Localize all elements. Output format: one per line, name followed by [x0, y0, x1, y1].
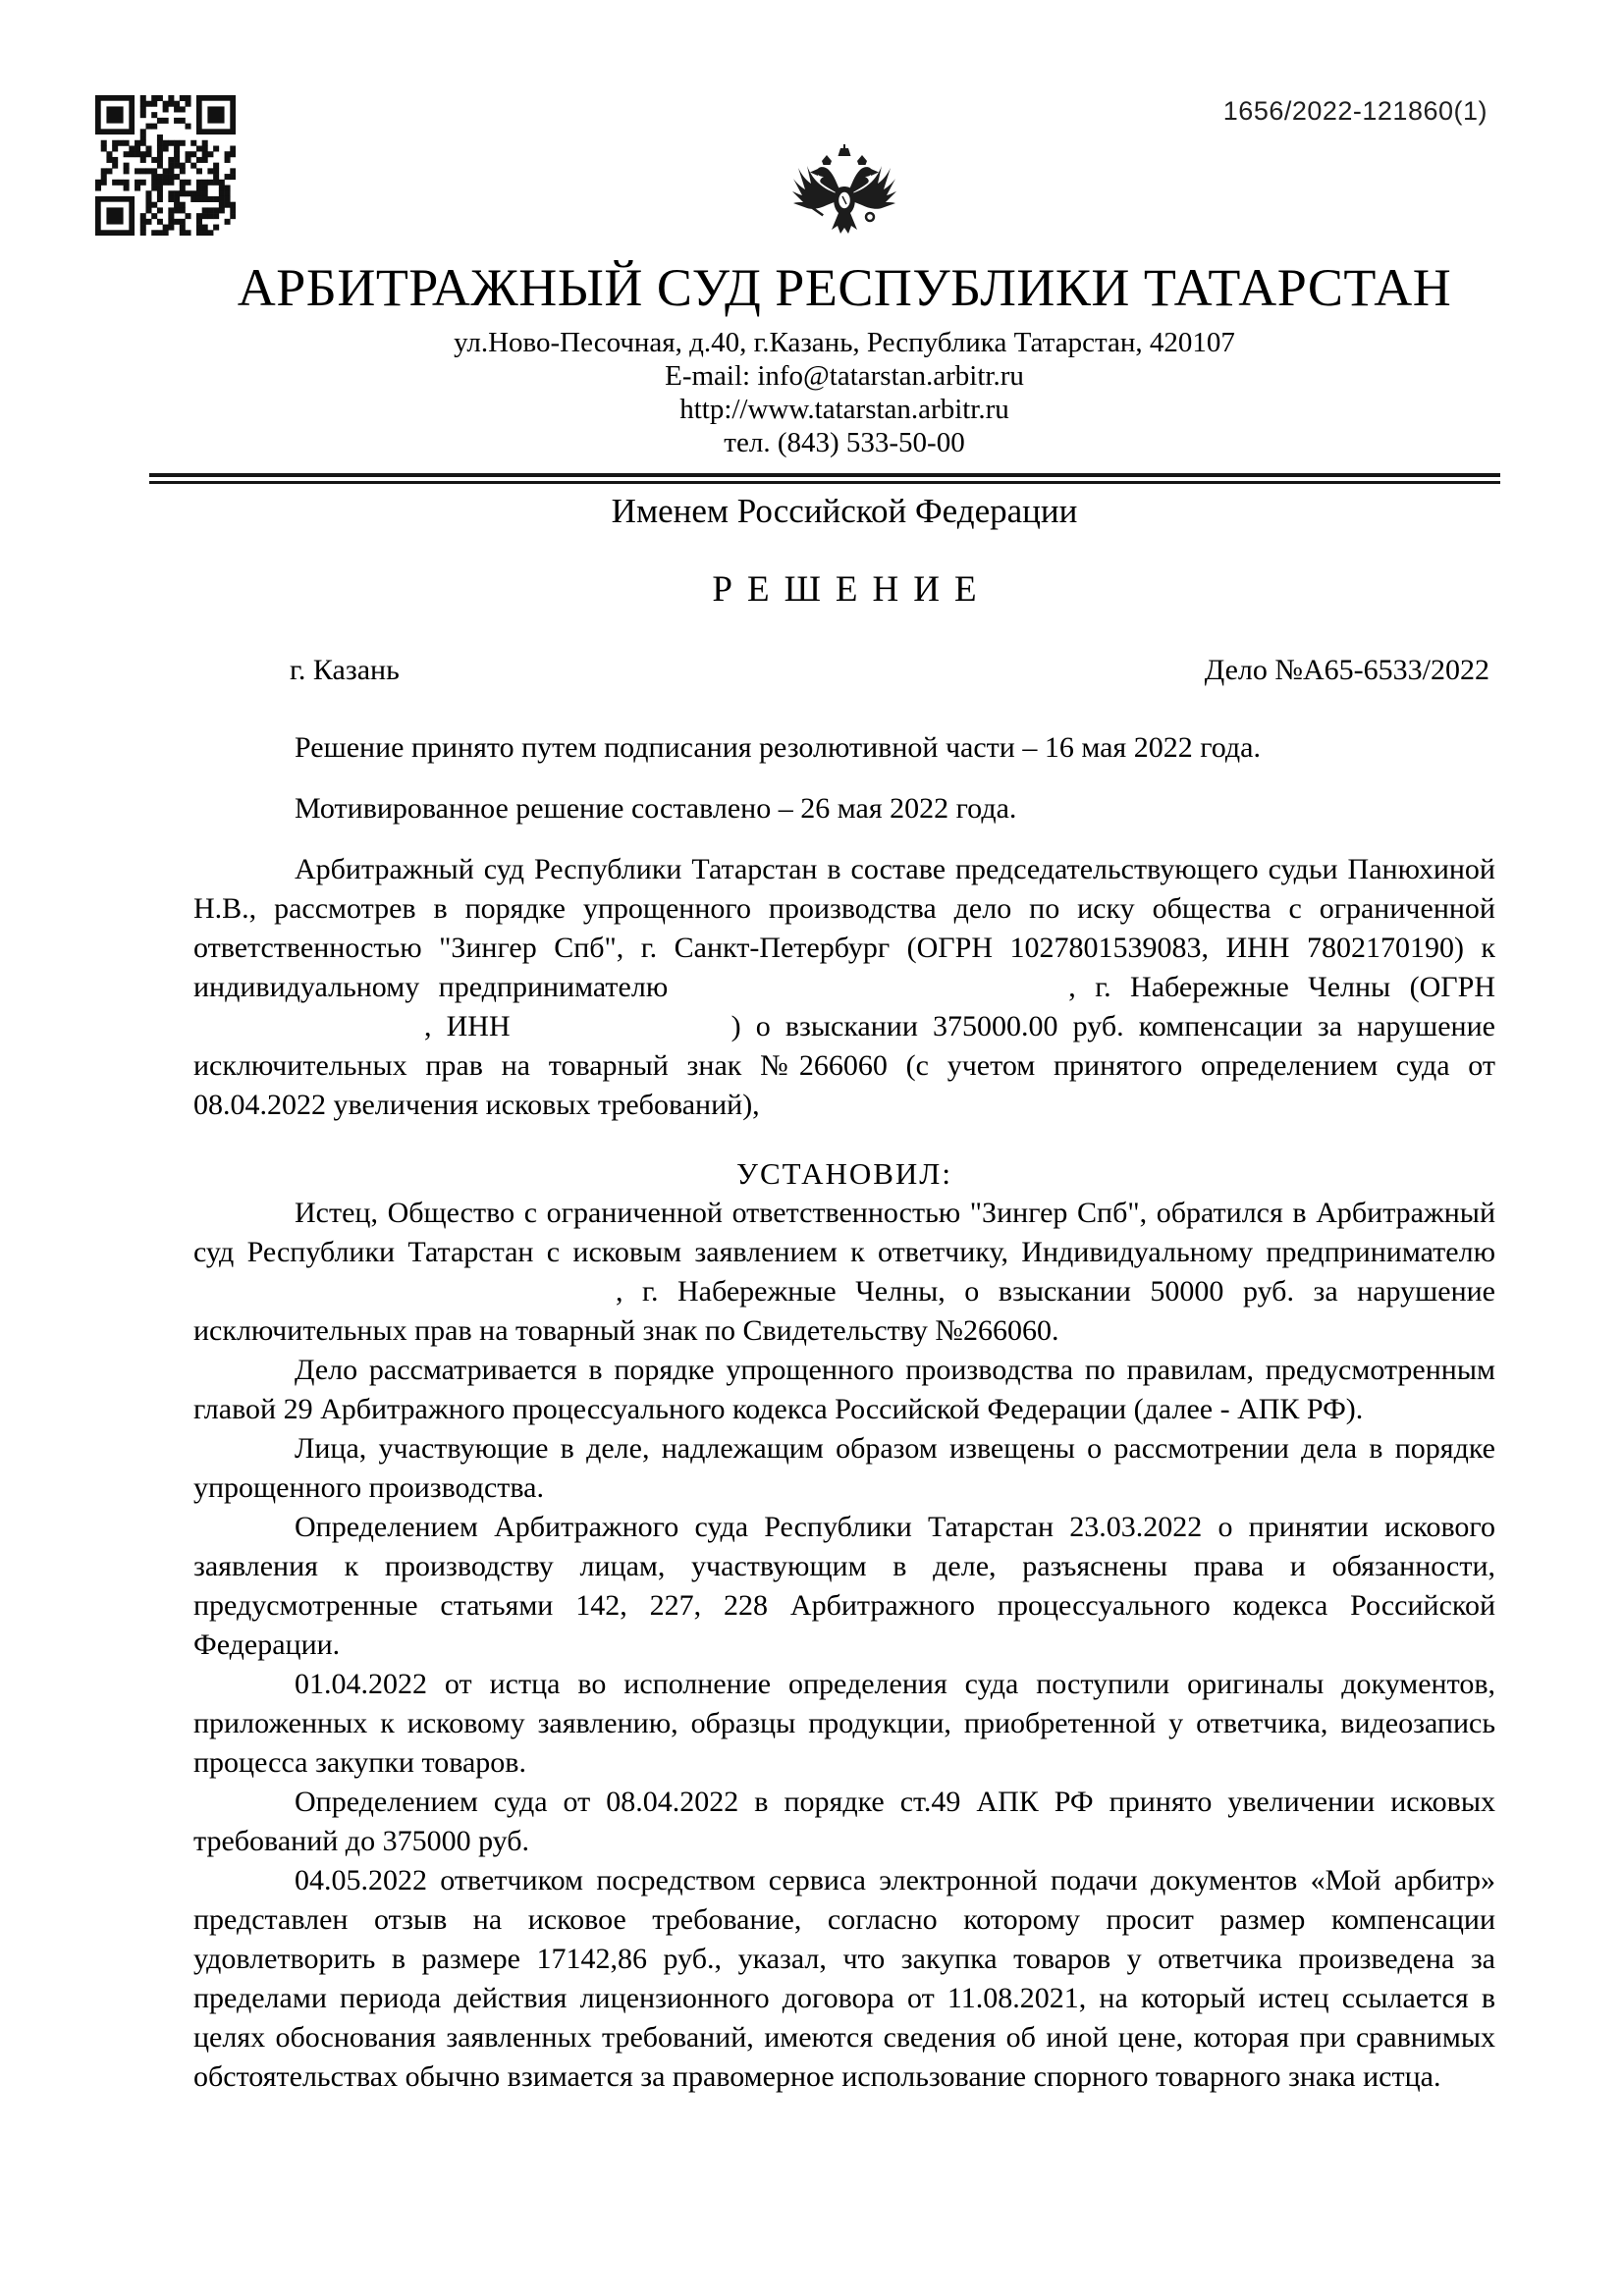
document-number: 1656/2022-121860(1)	[1222, 96, 1488, 126]
court-letterhead	[193, 133, 1495, 459]
city-label: г. Казань	[290, 654, 400, 686]
paragraph: Дело рассматривается в порядке упрощенного производства по правилам, предусмотренным главой 29 Арбитражного процессуального кодекса Российской Федерации (далее - АПК РФ).	[193, 1354, 1495, 1425]
website-line: http://www.tatarstan.arbitr.ru	[679, 394, 1009, 425]
redacted-gap	[511, 1034, 731, 1036]
coat-of-arms-icon	[785, 133, 903, 253]
court-address-block	[193, 326, 1495, 459]
phone-line: тел. (843) 533-50-00	[724, 427, 965, 458]
in-name-of-federation: Именем Российской Федерации	[611, 492, 1078, 530]
decision-title: РЕШЕНИЕ	[712, 569, 992, 610]
paragraph: Мотивированное решение составлено – 26 мая 2022 года.	[295, 792, 1017, 825]
court-name: АРБИТРАЖНЫЙ СУД РЕСПУБЛИКИ ТАТАРСТАН	[237, 258, 1452, 317]
header-divider-rule	[149, 473, 1500, 484]
paragraph: 04.05.2022 ответчиком посредством сервиса электронной подачи документов «Мой арбитр» представлен отзыв на исковое требование, согласно которому просит размер компенсации удовлетворить в размере 17142,86 руб., указал, что закупка товаров у ответчика произведена за пределами периода действия лицензионного договора от 11.08.2021, на который истец ссылается в целях обоснования заявленных требований, имеются сведения об иной цене, которая при сравнимых обстоятельствах обычно взимается за правомерное использование спорного товарного знака истца.	[193, 1864, 1495, 2093]
case-number: Дело №А65-6533/2022	[1204, 654, 1489, 686]
redacted-gap	[193, 1299, 616, 1301]
paragraph: Арбитражный суд Республики Татарстан в составе председательствующего судьи Панюхиной Н.В., рассмотрев в порядке упрощенного производства дело по иску общества с ограниченной ответственностью "Зингер Спб", г. Санкт-Петербург (ОГРН 1027801539083, ИНН 7802170190) к индивидуальному предпринимателю , г. Набережные Челны (ОГРН, ИНН ) о взыскании 375000.00 руб. компенсации за нарушение исключительных прав на товарный знак №266060 (с учетом принятого определением суда от 08.04.2022 увеличения исковых требований),	[193, 853, 1495, 1121]
email-line: E-mail: info@tatarstan.arbitr.ru	[665, 360, 1024, 392]
document-content	[193, 126, 1495, 2097]
redacted-gap	[193, 1034, 424, 1036]
paragraph: Определением суда от 08.04.2022 в порядке ст.49 АПК РФ принято увеличении исковых требований до 375000 руб.	[193, 1786, 1495, 1857]
paragraph: Определением Арбитражного суда Республики Татарстан 23.03.2022 о принятии искового заявления к производству лицам, участвующим в деле, разъяснены права и обязанности, предусмотренные статьями 142, 227, 228 Арбитражного процессуального кодекса Российской Федерации.	[193, 1511, 1495, 1661]
redacted-gap	[668, 994, 1068, 996]
paragraph: 01.04.2022 от истца во исполнение определения суда поступили оригиналы документов, приложенных к исковому заявлению, образцы продукции, приобретенной у ответчика, видеозапись процесса закупки товаров.	[193, 1668, 1495, 1779]
address-line: ул.Ново-Песочная, д.40, г.Казань, Республика Татарстан, 420107	[454, 327, 1235, 358]
paragraph: Решение принято путем подписания резолютивной части – 16 мая 2022 года.	[295, 731, 1261, 764]
established-heading: УСТАНОВИЛ:	[736, 1156, 952, 1191]
paragraph: Истец, Общество с ограниченной ответственностью "Зингер Спб", обратился в Арбитражный суд Республики Татарстан с исковым заявлением к ответчику, Индивидуальному предпринимателю, г. Набережные Челны, о взыскании 50000 руб. за нарушение исключительных прав на товарный знак по Свидетельству №266060.	[193, 1197, 1495, 1347]
paragraph: Лица, участвующие в деле, надлежащим образом извещены о рассмотрении дела в порядке упрощенного производства.	[193, 1432, 1495, 1504]
paragraphs	[193, 728, 1495, 2097]
case-info-row	[193, 654, 1495, 687]
